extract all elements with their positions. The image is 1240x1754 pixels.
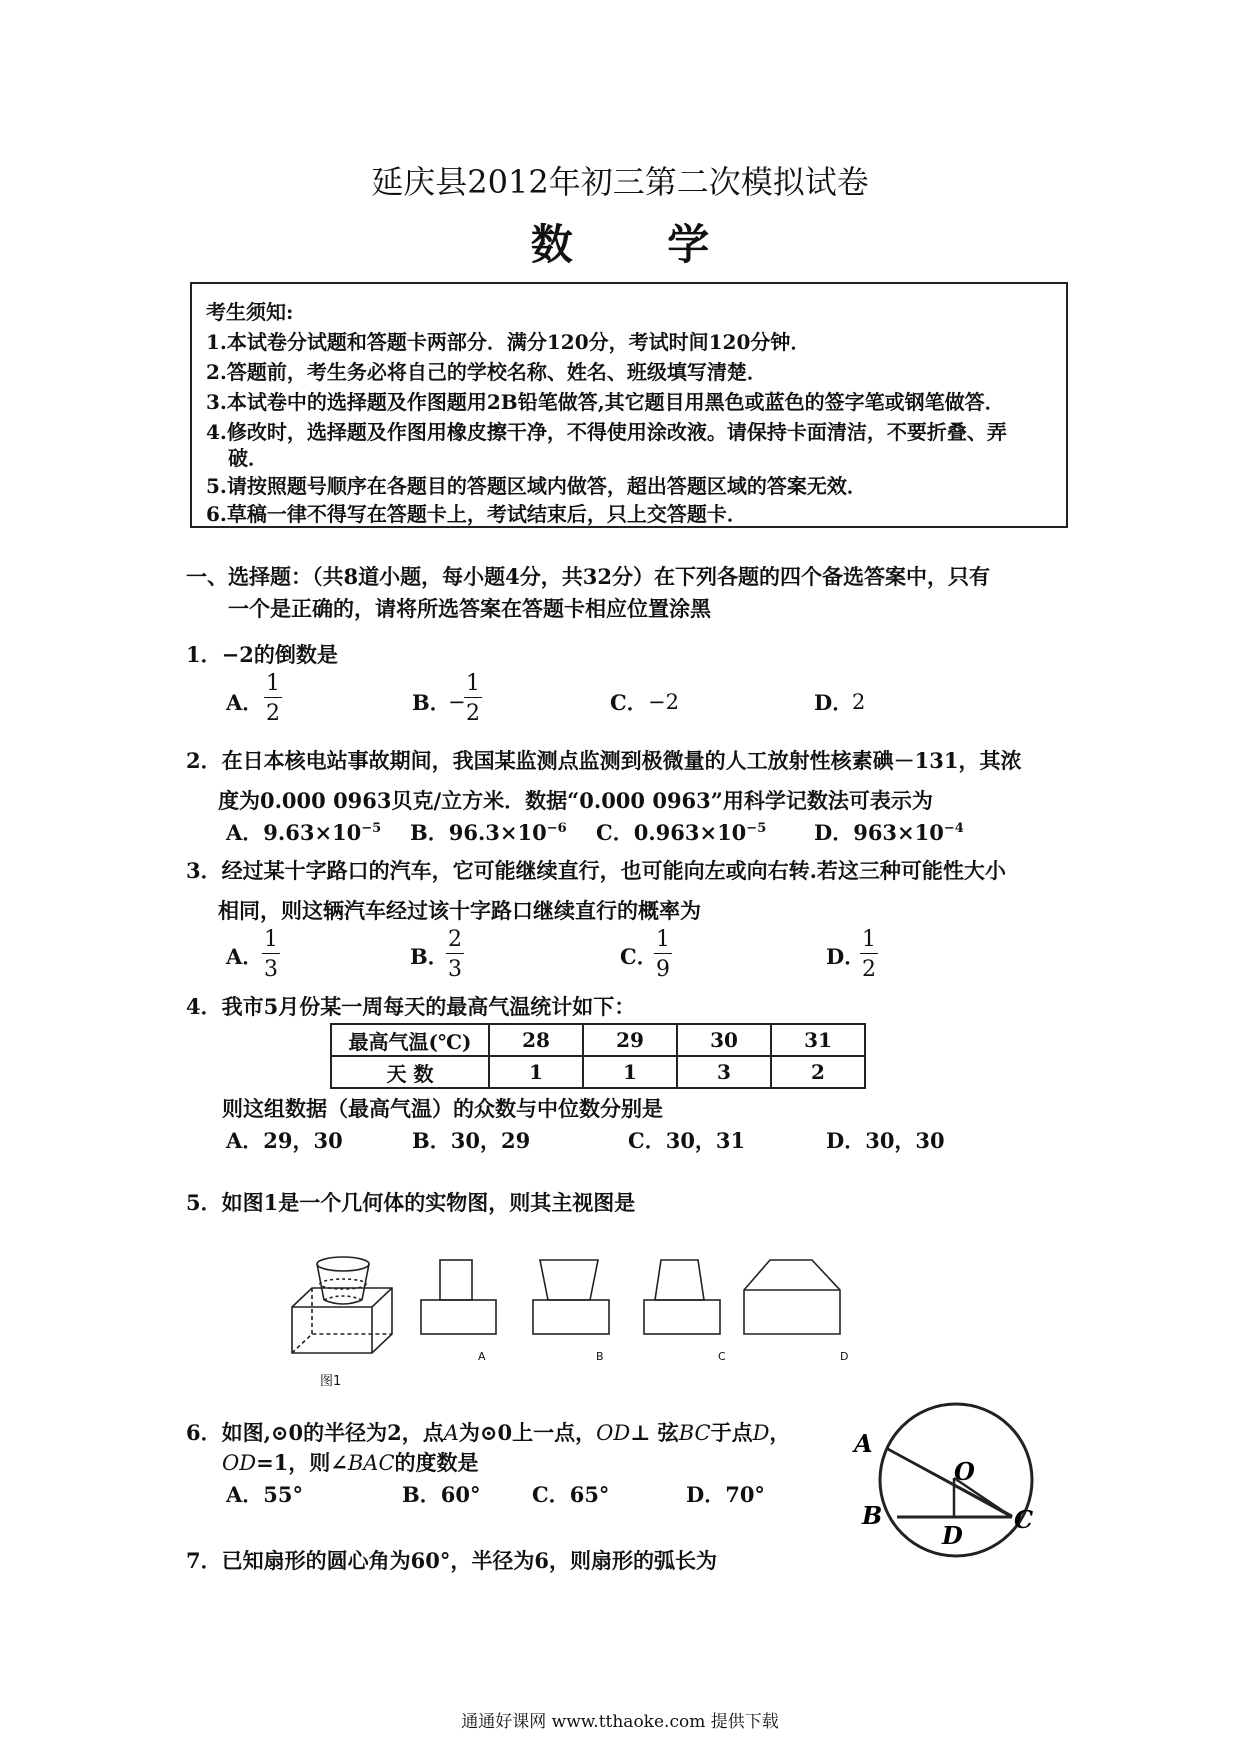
section-heading-cont: 一个是正确的，请将所选答案在答题卡相应位置涂黑 bbox=[228, 596, 711, 621]
denominator: 2 bbox=[466, 701, 480, 727]
q3-option-b-label: B． bbox=[410, 944, 449, 969]
notice-item: 破． bbox=[228, 446, 268, 470]
notice-heading: 考生须知: bbox=[206, 300, 294, 324]
point-a-label: A bbox=[854, 1429, 873, 1458]
option-c-caption: C bbox=[718, 1350, 726, 1363]
q6-var: OD bbox=[596, 1421, 631, 1445]
q6-text: 于点 bbox=[710, 1420, 753, 1445]
q6-circle-diagram bbox=[848, 1400, 1048, 1580]
point-d-label: D bbox=[942, 1521, 963, 1550]
q2-option-a bbox=[226, 822, 381, 843]
q1-option-b-sign: − bbox=[448, 690, 466, 714]
q2-option-c-text: C．0.963×10 bbox=[596, 820, 747, 845]
option-b-caption: B bbox=[596, 1350, 604, 1363]
q3-option-a-label: A． bbox=[226, 944, 264, 969]
numerator: 1 bbox=[860, 928, 878, 954]
q4-option-a: A．29，30 bbox=[226, 1128, 343, 1153]
table-header-cell: 最高气温(℃) bbox=[331, 1024, 489, 1056]
denominator: 2 bbox=[862, 957, 876, 983]
q6-option-d: D．70° bbox=[686, 1482, 765, 1507]
point-b-label: B bbox=[862, 1501, 883, 1530]
option-d-view bbox=[744, 1260, 840, 1334]
numerator: 2 bbox=[446, 928, 464, 954]
q2-option-a-exp: −5 bbox=[361, 821, 382, 836]
subject-title: 数 学 bbox=[530, 220, 750, 269]
figure-1-solid bbox=[292, 1257, 392, 1353]
q6-text: =1，则∠ bbox=[256, 1450, 348, 1475]
q2-option-b-text: B．96.3×10 bbox=[410, 820, 547, 845]
q1-stem: 1．−2的倒数是 bbox=[186, 642, 338, 667]
q4-option-b: B．30，29 bbox=[412, 1128, 531, 1153]
q2-option-d-exp: −4 bbox=[943, 821, 964, 836]
notice-item: 4.修改时，选择题及作图用橡皮擦干净，不得使用涂改液。请保持卡面清洁，不要折叠、弄 bbox=[206, 420, 1007, 444]
q3-option-d-label: D． bbox=[826, 944, 866, 969]
q2-option-b bbox=[410, 822, 567, 843]
q6-stem-line1 bbox=[186, 1422, 790, 1444]
q2-option-c-exp: −5 bbox=[746, 821, 767, 836]
q6-var: BAC bbox=[347, 1451, 395, 1475]
q4-option-d: D．30，30 bbox=[826, 1128, 945, 1153]
denominator: 2 bbox=[266, 701, 280, 727]
q3-stem-line1: 3．经过某十字路口的汽车，它可能继续直行，也可能向左或向右转.若这三种可能性大小 bbox=[186, 858, 1006, 883]
numerator: 1 bbox=[264, 672, 282, 698]
notice-item: 2.答题前，考生务必将自己的学校名称、姓名、班级填写清楚． bbox=[206, 360, 767, 384]
q2-stem-line1: 2．在日本核电站事故期间，我国某监测点监测到极微量的人工放射性核素碘－131，其浓 bbox=[186, 748, 1022, 773]
q2-option-b-exp: −6 bbox=[546, 821, 567, 836]
q6-option-a: A．55° bbox=[226, 1482, 304, 1507]
numerator: 1 bbox=[464, 672, 482, 698]
temperature-table bbox=[330, 1023, 866, 1089]
q4-option-c: C．30，31 bbox=[628, 1128, 746, 1153]
table-cell: 1 bbox=[489, 1056, 583, 1088]
q2-option-a-text: A．9.63×10 bbox=[226, 820, 362, 845]
q3-option-c-label: C． bbox=[620, 944, 658, 969]
q3-stem-line2: 相同，则这辆汽车经过该十字路口继续直行的概率为 bbox=[218, 898, 701, 923]
option-b-view bbox=[533, 1260, 609, 1334]
table-cell: 31 bbox=[771, 1024, 865, 1056]
table-row bbox=[331, 1024, 865, 1056]
q3-option-c-fraction bbox=[654, 928, 672, 981]
numerator: 1 bbox=[262, 928, 280, 954]
option-c-view bbox=[644, 1260, 720, 1334]
notice-item: 5.请按照题号顺序在各题目的答题区域内做答，超出答题区域的答案无效． bbox=[206, 474, 867, 498]
notice-item: 1.本试卷分试题和答题卡两部分．满分120分，考试时间120分钟． bbox=[206, 330, 811, 354]
numerator: 1 bbox=[654, 928, 672, 954]
q6-text: 的度数是 bbox=[394, 1450, 479, 1475]
q6-text: 6．如图,⊙0的半径为2，点 bbox=[186, 1420, 444, 1445]
q6-var: A bbox=[443, 1421, 459, 1445]
q3-option-b-fraction bbox=[446, 928, 464, 981]
option-a-view bbox=[421, 1260, 496, 1334]
section-heading: 一、选择题：（共8道小题，每小题4分，共32分）在下列各题的四个备选答案中，只有 bbox=[186, 564, 990, 589]
q2-option-c bbox=[596, 822, 766, 843]
q6-var: OD bbox=[222, 1451, 257, 1475]
notice-item: 3.本试卷中的选择题及作图题用2B铅笔做答,其它题目用黑色或蓝色的签字笔或钢笔做答． bbox=[206, 390, 1005, 414]
footer-credit: 通通好课网 www.tthaoke.com 提供下载 bbox=[461, 1712, 779, 1732]
q1-option-d-label: D． bbox=[814, 690, 854, 715]
denominator: 9 bbox=[656, 957, 670, 983]
table-cell: 29 bbox=[583, 1024, 677, 1056]
q1-option-b-label: B． bbox=[412, 690, 451, 715]
q6-text: ， bbox=[769, 1420, 791, 1445]
notice-box bbox=[190, 282, 1068, 528]
option-d-caption: D bbox=[840, 1350, 849, 1363]
q1-option-c-label: C． bbox=[610, 690, 648, 715]
q1-option-b-fraction bbox=[464, 672, 482, 725]
q2-option-d bbox=[814, 822, 964, 843]
q3-option-d-fraction bbox=[860, 928, 878, 981]
q1-option-a-fraction bbox=[264, 672, 282, 725]
q6-var: BC bbox=[678, 1421, 711, 1445]
q1-option-d-value: 2 bbox=[852, 690, 866, 714]
q6-text: 为⊙0上一点， bbox=[458, 1420, 597, 1445]
table-header-cell: 天 数 bbox=[331, 1056, 489, 1088]
point-o-label: O bbox=[954, 1457, 975, 1486]
denominator: 3 bbox=[264, 957, 278, 983]
table-cell: 28 bbox=[489, 1024, 583, 1056]
denominator: 3 bbox=[448, 957, 462, 983]
q1-option-a-label: A． bbox=[226, 690, 264, 715]
point-c-label: C bbox=[1014, 1505, 1034, 1534]
q5-figures bbox=[280, 1252, 900, 1382]
table-cell: 2 bbox=[771, 1056, 865, 1088]
q2-option-d-text: D．963×10 bbox=[814, 820, 944, 845]
q4-stem: 4．我市5月份某一周每天的最高气温统计如下： bbox=[186, 994, 636, 1019]
q6-stem-line2 bbox=[222, 1452, 479, 1474]
q3-option-a-fraction bbox=[262, 928, 280, 981]
q6-text: ⊥ 弦 bbox=[630, 1420, 679, 1445]
q6-var: D bbox=[752, 1421, 770, 1445]
table-cell: 30 bbox=[677, 1024, 771, 1056]
q6-option-b: B．60° bbox=[402, 1482, 481, 1507]
exam-title: 延庆县2012年初三第二次模拟试卷 bbox=[371, 163, 869, 201]
q7-stem: 7．已知扇形的圆心角为60°，半径为6，则扇形的弧长为 bbox=[186, 1548, 717, 1573]
notice-item: 6.草稿一律不得写在答题卡上，考试结束后，只上交答题卡． bbox=[206, 502, 747, 526]
figure-1-caption: 图1 bbox=[320, 1374, 342, 1389]
table-row bbox=[331, 1056, 865, 1088]
option-a-caption: A bbox=[478, 1350, 486, 1363]
q1-option-c-value: −2 bbox=[648, 690, 679, 714]
q2-stem-line2: 度为0.000 0963贝克/立方米．数据“0.000 0963”用科学记数法可表示为 bbox=[218, 788, 933, 813]
q4-question: 则这组数据（最高气温）的众数与中位数分别是 bbox=[222, 1096, 663, 1121]
table-cell: 3 bbox=[677, 1056, 771, 1088]
table-cell: 1 bbox=[583, 1056, 677, 1088]
q6-option-c: C．65° bbox=[532, 1482, 610, 1507]
q5-stem: 5．如图1是一个几何体的实物图，则其主视图是 bbox=[186, 1190, 636, 1215]
